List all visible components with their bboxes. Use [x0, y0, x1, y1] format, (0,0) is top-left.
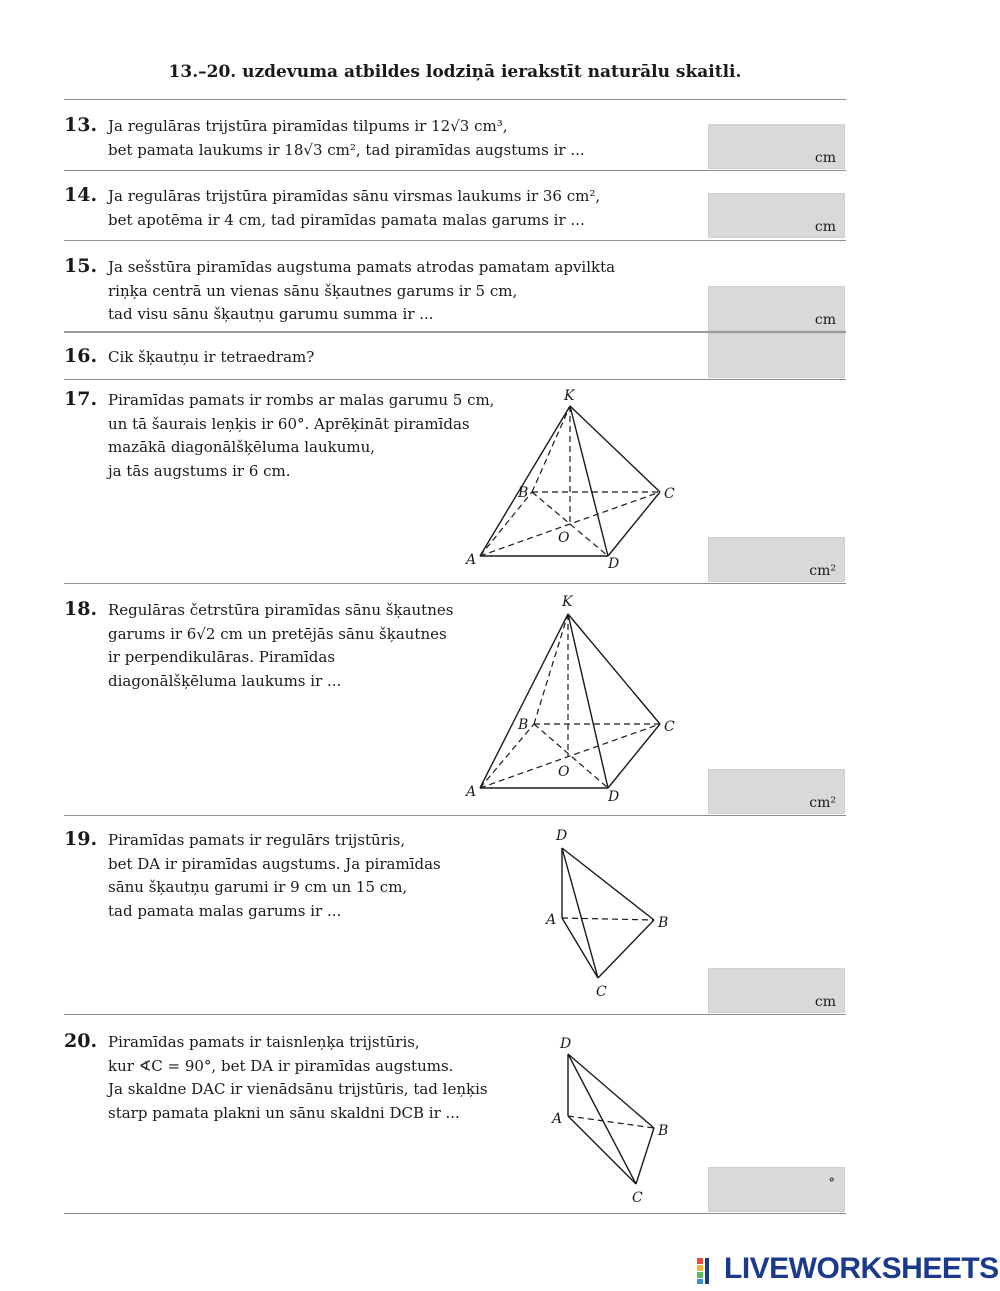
task-number: 17. — [64, 388, 98, 410]
label-k: K — [562, 594, 573, 610]
label-o: O — [558, 530, 570, 546]
label-d: D — [556, 828, 568, 844]
label-c: C — [596, 984, 607, 1000]
task-text: Ja regulāras trijstūra piramīdas tilpums ir 12√3 cm³, bet pamata laukums ir 18√3 cm², tad piramīdas augstums ir ... — [108, 117, 585, 159]
page-title: 13.–20. uzdevuma atbildes lodziņā ierakstīt naturālu skaitli. — [168, 62, 742, 82]
task-number: 16. — [64, 345, 98, 367]
divider — [64, 1213, 846, 1214]
task-text: Piramīdas pamats ir taisnleņķa trijstūris, kur ∢C = 90°, bet DA ir piramīdas augstums. Ja skaldne DAC ir vienādsānu trijstūris, tad leņķis starp pamata plakni un sānu skaldni DCB ir ... — [108, 1033, 488, 1122]
label-a: A — [552, 1111, 563, 1127]
liveworksheets-brand[interactable]: LIVEWORKSHEETS — [724, 1252, 999, 1285]
answer-box-14[interactable] — [708, 193, 845, 238]
divider — [64, 99, 846, 100]
task-number: 14. — [64, 184, 98, 206]
pyramid-triangle-figure — [540, 824, 690, 1000]
task-number: 20. — [64, 1030, 98, 1052]
label-c: C — [664, 719, 675, 735]
task-text: Piramīdas pamats ir rombs ar malas garumu 5 cm, un tā šaurais leņķis ir 60°. Aprēķināt piramīdas mazākā diagonālšķēluma laukumu, ja tās augstums ir 6 cm. — [108, 391, 495, 480]
answer-box-13[interactable] — [708, 124, 845, 169]
label-b: B — [518, 717, 529, 733]
pyramid-rhombus-figure — [460, 384, 700, 576]
answer-box-18[interactable] — [708, 769, 845, 814]
task-text: Ja regulāras trijstūra piramīdas sānu virsmas laukums ir 36 cm², bet apotēma ir 4 cm, tad piramīdas pamata malas garums ir ... — [108, 187, 601, 229]
label-c: C — [664, 486, 675, 502]
answer-box-19[interactable] — [708, 968, 845, 1013]
task-text: Ja sešstūra piramīdas augstuma pamats atrodas pamatam apvilkta riņķa centrā un vienas sānu šķautnes garums ir 5 cm, tad visu sānu šķautņu garumu summa ir ... — [108, 258, 616, 323]
divider — [64, 170, 846, 171]
label-b: B — [518, 485, 529, 501]
answer-box-15[interactable] — [708, 286, 845, 331]
label-d: D — [608, 789, 620, 805]
pyramid-square-figure — [460, 590, 700, 808]
task-text: Cik šķautņu ir tetraedram? — [108, 348, 315, 366]
label-d: D — [608, 556, 620, 572]
answer-box-17[interactable] — [708, 537, 845, 582]
task-number: 15. — [64, 255, 98, 277]
divider — [64, 583, 846, 584]
unit-label: cm — [814, 219, 836, 235]
unit-label: cm — [814, 312, 836, 328]
label-d: D — [560, 1036, 572, 1052]
label-o: O — [558, 764, 570, 780]
liveworksheets-logo-icon — [697, 1258, 719, 1284]
label-c: C — [632, 1190, 643, 1206]
unit-label: ° — [828, 1176, 835, 1191]
label-b: B — [658, 1123, 669, 1139]
label-a: A — [466, 552, 477, 568]
answer-box-16[interactable] — [708, 333, 845, 378]
task-number: 18. — [64, 598, 98, 620]
answer-box-20[interactable] — [708, 1167, 845, 1212]
pyramid-right-triangle-figure — [540, 1030, 690, 1210]
divider — [64, 815, 846, 816]
divider — [64, 1014, 846, 1015]
label-k: K — [564, 388, 575, 404]
task-number: 13. — [64, 114, 98, 136]
label-b: B — [658, 915, 669, 931]
task-text: Regulāras četrstūra piramīdas sānu šķautnes garums ir 6√2 cm un pretējās sānu šķautnes ir perpendikulāras. Piramīdas diagonālšķēluma laukums ir ... — [108, 601, 454, 690]
unit-label: cm² — [809, 795, 836, 811]
task-number: 19. — [64, 828, 98, 850]
label-a: A — [546, 912, 557, 928]
unit-label: cm² — [809, 563, 836, 579]
task-text: Piramīdas pamats ir regulārs trijstūris, bet DA ir piramīdas augstums. Ja piramīdas sānu šķautņu garumi ir 9 cm un 15 cm, tad pamata malas garums ir ... — [108, 831, 441, 920]
divider — [64, 240, 846, 241]
divider — [64, 379, 846, 380]
unit-label: cm — [814, 150, 836, 166]
label-a: A — [466, 784, 477, 800]
unit-label: cm — [814, 994, 836, 1010]
